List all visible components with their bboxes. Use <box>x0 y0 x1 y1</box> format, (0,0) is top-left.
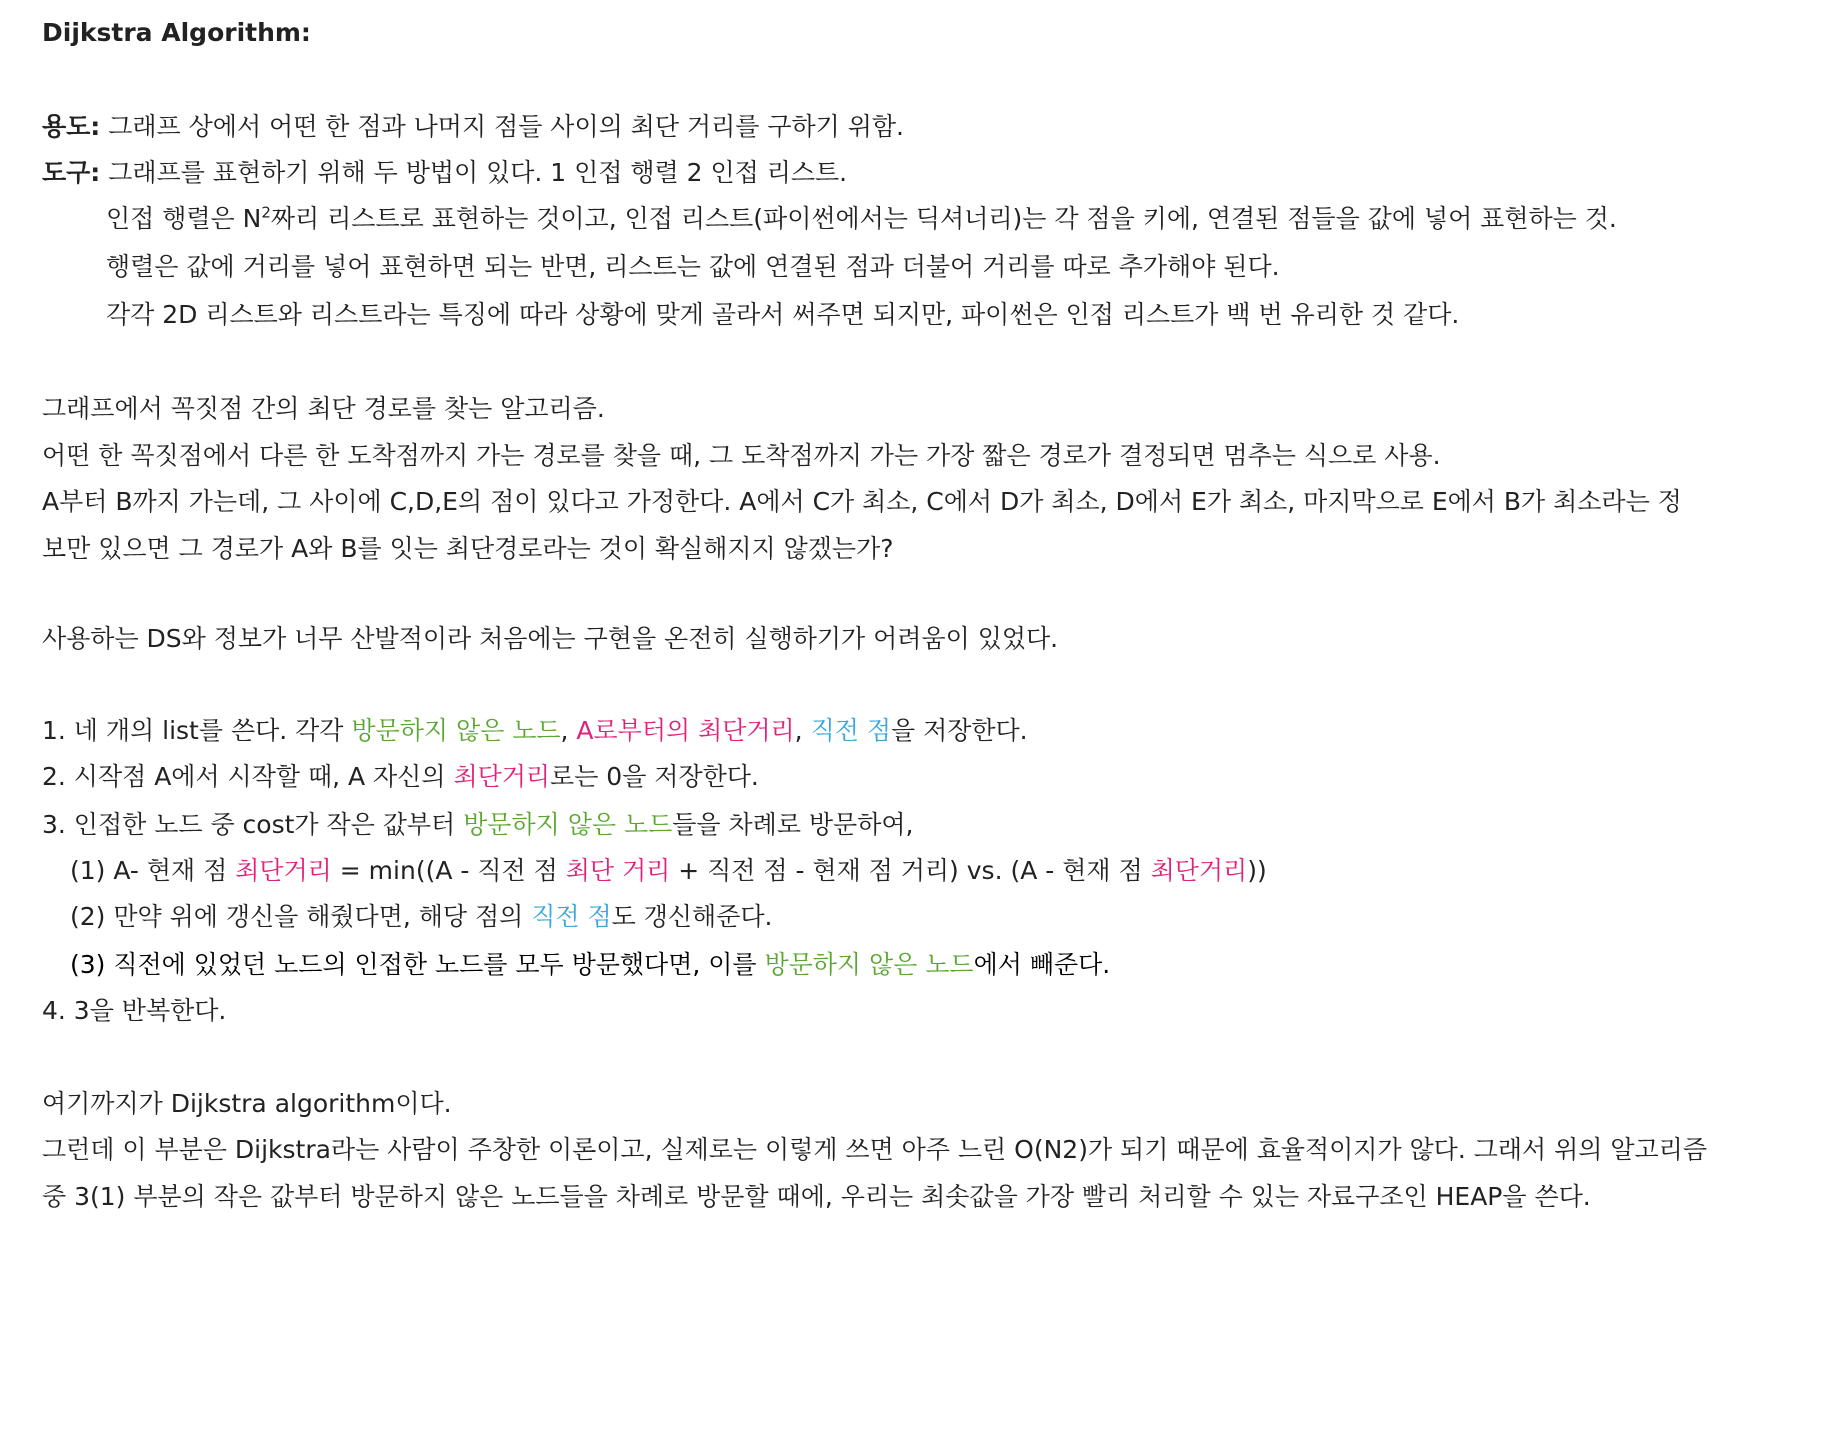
tool-label: 도구: <box>42 158 101 187</box>
step-4: 4. 3을 반복한다. <box>42 996 227 1025</box>
step-3-2-text-a: (2) 만약 위에 갱신을 해줬다면, 해당 점의 <box>70 902 532 931</box>
step-3-1 <box>70 854 1822 888</box>
step-3-1-text-a: (1) A- 현재 점 <box>70 856 236 885</box>
shortest-distance-term: 최단거리 <box>453 762 551 791</box>
step-1-text-b: , <box>560 716 577 745</box>
purpose-line <box>42 110 1822 144</box>
shortest-distance-term: 최단 거리 <box>565 856 671 885</box>
description-line-2: 어떤 한 꼭짓점에서 다른 한 도착점까지 가는 경로를 찾을 때, 그 도착점까지 가는 가장 짧은 경로가 결정되면 멈추는 식으로 사용. <box>42 441 1441 470</box>
step-3-1-text-b: = min((A - 직전 점 <box>331 856 566 885</box>
conclusion-line-3: 중 3(1) 부분의 작은 값부터 방문하지 않은 노드들을 차례로 방문할 때에, 우리는 최솟값을 가장 빨리 처리할 수 있는 자료구조인 HEAP을 쓴다. <box>42 1182 1591 1211</box>
tool-detail-line-2: 행렬은 값에 거리를 넣어 표현하면 되는 반면, 리스트는 값에 연결된 점과 더불어 거리를 따로 추가해야 된다. <box>106 252 1280 281</box>
note-line: 사용하는 DS와 정보가 너무 산발적이라 처음에는 구현을 온전히 실행하기가 어려움이 있었다. <box>42 624 1059 653</box>
purpose-text: 그래프 상에서 어떤 한 점과 나머지 점들 사이의 최단 거리를 구하기 위함. <box>100 112 904 141</box>
tool-detail-line-1 <box>106 202 1822 236</box>
step-3-1-text-d: )) <box>1247 856 1267 885</box>
step-3-2-text-b: 도 갱신해준다. <box>611 902 773 931</box>
step-3-text-b: 들을 차례로 방문하여, <box>672 810 914 839</box>
step-3-3 <box>70 948 1822 982</box>
tool-text: 그래프를 표현하기 위해 두 방법이 있다. 1 인접 행렬 2 인접 리스트. <box>100 158 848 187</box>
shortest-distance-term: 최단거리 <box>235 856 332 885</box>
step-3-text-a: 3. 인접한 노드 중 cost가 작은 값부터 <box>42 810 464 839</box>
tool-detail-line-3: 각각 2D 리스트와 리스트라는 특징에 따라 상황에 맞게 골라서 써주면 되지만, 파이썬은 인접 리스트가 백 번 유리한 것 같다. <box>106 300 1460 329</box>
previous-point-term: 직전 점 <box>531 902 612 931</box>
step-1 <box>42 714 1822 748</box>
tool-detail-1b: 짜리 리스트로 표현하는 것이고, 인접 리스트(파이썬에서는 딕셔너리)는 각 점을 키에, 연결된 점들을 값에 넣어 표현하는 것. <box>270 204 1617 233</box>
shortest-distance-term: A로부터의 최단거리 <box>576 716 795 745</box>
step-3 <box>42 808 1822 842</box>
step-1-text-a: 1. 네 개의 list를 쓴다. 각각 <box>42 716 352 745</box>
step-1-text-c: , <box>794 716 811 745</box>
previous-point-term: 직전 점 <box>810 716 891 745</box>
unvisited-nodes-term: 방문하지 않은 노드 <box>764 950 974 979</box>
description-line-1: 그래프에서 꼭짓점 간의 최단 경로를 찾는 알고리즘. <box>42 394 605 423</box>
step-3-2 <box>70 900 1822 934</box>
step-2-text-a: 2. 시작점 A에서 시작할 때, A 자신의 <box>42 762 454 791</box>
unvisited-nodes-term: 방문하지 않은 노드 <box>351 716 561 745</box>
description-line-4: 보만 있으면 그 경로가 A와 B를 잇는 최단경로라는 것이 확실해지지 않겠는가? <box>42 534 894 563</box>
page-title <box>42 16 1822 50</box>
step-3-3-text-a: (3) 직전에 있었던 노드의 인접한 노드를 모두 방문했다면, 이를 <box>70 950 765 979</box>
step-1-text-d: 을 저장한다. <box>890 716 1028 745</box>
conclusion-line-2: 그런데 이 부분은 Dijkstra라는 사람이 주창한 이론이고, 실제로는 이렇게 쓰면 아주 느린 O(N2)가 되기 때문에 효율적이지가 않다. 그래서 위의 알고리즘 <box>42 1135 1707 1164</box>
shortest-distance-term: 최단거리 <box>1150 856 1248 885</box>
conclusion-line-1: 여기까지가 Dijkstra algorithm이다. <box>42 1089 452 1118</box>
unvisited-nodes-term: 방문하지 않은 노드 <box>463 810 673 839</box>
purpose-label: 용도: <box>42 112 101 141</box>
step-3-1-text-c: + 직전 점 - 현재 점 거리) vs. (A - 현재 점 <box>670 856 1151 885</box>
step-2-text-b: 로는 0을 저장한다. <box>550 762 759 791</box>
tool-line <box>42 156 1822 190</box>
description-line-3: A부터 B까지 가는데, 그 사이에 C,D,E의 점이 있다고 가정한다. A에서 C가 최소, C에서 D가 최소, D에서 E가 최소, 마지막으로 E에서 B가 최소라는 정 <box>42 487 1682 516</box>
tool-detail-1a: 인접 행렬은 N <box>106 204 262 233</box>
title-text: Dijkstra Algorithm: <box>42 18 311 47</box>
step-3-3-text-b: 에서 빼준다. <box>973 950 1111 979</box>
superscript-two: 2 <box>261 203 271 222</box>
step-2 <box>42 760 1822 794</box>
